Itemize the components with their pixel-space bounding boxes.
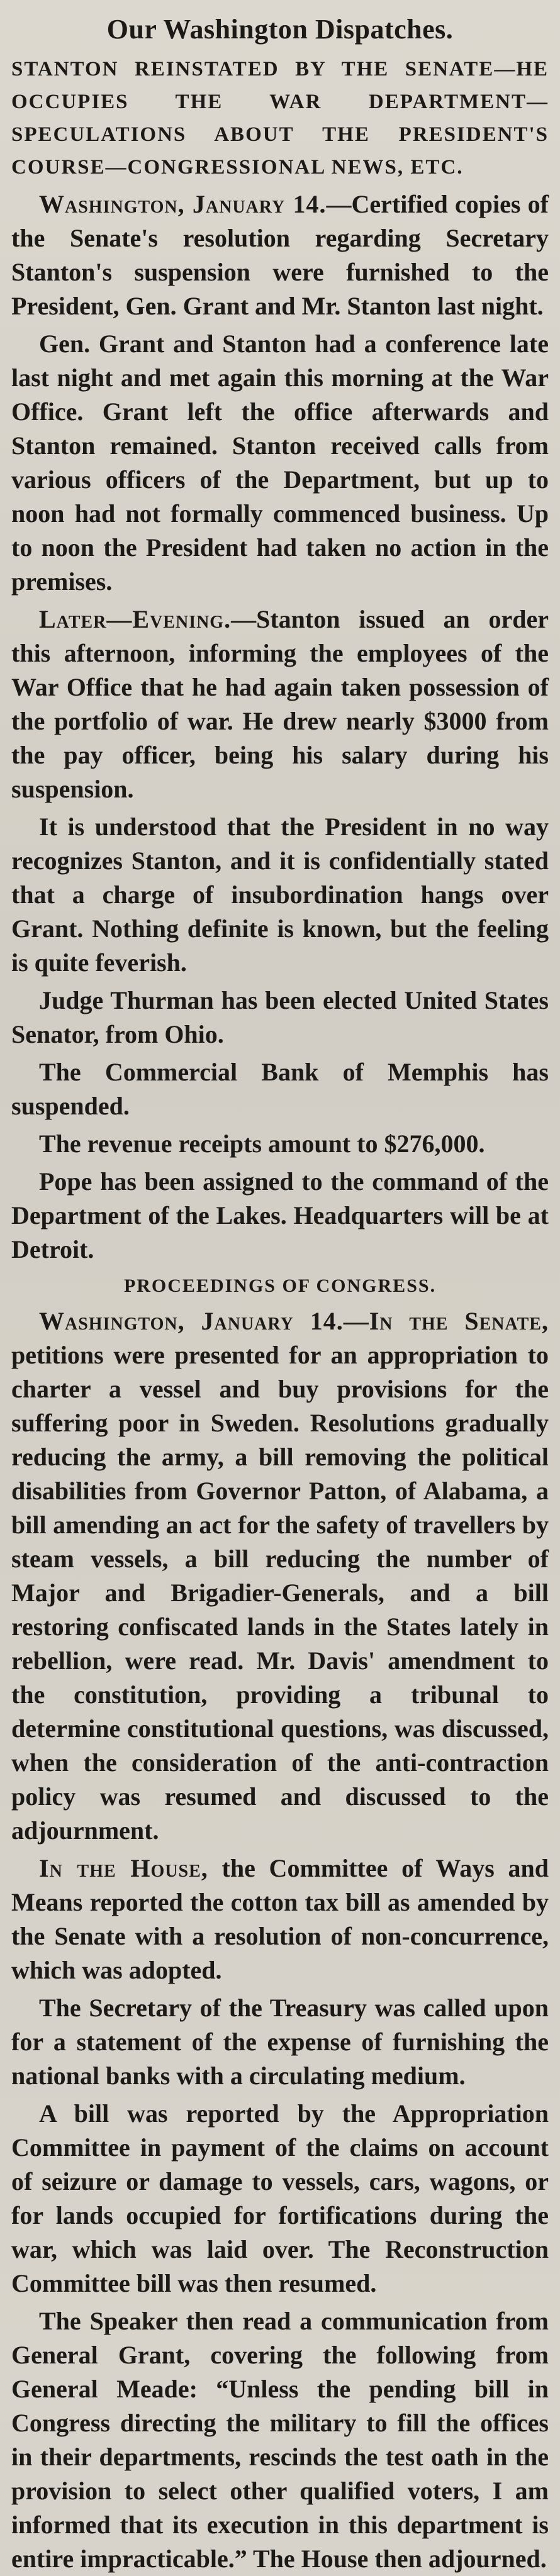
dateline: Washington, January 14.: [39, 190, 327, 218]
section-subhead: PROCEEDINGS OF CONGRESS.: [123, 1275, 437, 1296]
paragraph-8: Pope has been assigned to the command of the Department of the Lakes. Headquarters will be at Detroit.: [11, 1167, 549, 1263]
paragraph-text: petitions were presented for an appropriation to charter a vessel and buy provisions for the suffering poor in Sweden. Resolutions gradually reducing the army, a bill removing the political disabilities from Governor Patton, of Alabama, a bill amending an act for the safety of travellers by steam vessels, a bill reducing the number of Major and Brigadier-Generals, and a bill restoring confiscated lands in the States lately in rebellion, were read. Mr. Davis' amendment to the constitution, providing a tribunal to determine constitutional questions, was discussed, when the consideration of the anti-contraction policy was resumed and discussed to the adjournment.: [11, 1341, 549, 1845]
paragraph-13: The Speaker then read a communication from General Grant, covering the following from General Meade: “Unless the pending bill in Congress directing the military to fill the offices in their departments, rescinds the test oath in the provision to select other qualified voters, I am informed that its execution in this department is entire impracticable.” The House then adjourned.: [11, 2307, 549, 2573]
article-title: Our Washington Dispatches.: [106, 14, 454, 45]
paragraph-1: [11, 187, 549, 323]
paragraph-3: [11, 602, 549, 806]
article-deck: STANTON REINSTATED BY THE SENATE—HE OCCUPIES THE WAR DEPARTMENT—SPECULATIONS ABOUT THE PRESIDENT'S COURSE—CONGRESSIONAL NEWS, ETC.: [11, 58, 549, 179]
paragraph-6: The Commercial Bank of Memphis has suspended.: [11, 1058, 549, 1120]
paragraph-text: —Certified copies of the Senate's resolution regarding Secretary Stanton's suspension were furnished to the President, Gen. Grant and Mr. Stanton last night.: [11, 190, 549, 320]
paragraph-9: [11, 1304, 549, 1848]
dateline: In the House,: [39, 1854, 208, 1882]
paragraph-5: Judge Thurman has been elected United States Senator, from Ohio.: [11, 986, 549, 1048]
paragraph-2: Gen. Grant and Stanton had a conference late last night and met again this morning at the War Office. Grant left the office afterwards and Stanton remained. Stanton received calls from various officers of the Department, but up to noon had not formally commenced business. Up to noon the President had taken no action in the premises.: [11, 330, 549, 596]
paragraph-12: A bill was reported by the Appropriation Committee in payment of the claims on account of seizure or damage to vessels, cars, wagons, or for lands occupied for fortifications during the war, which was laid over. The Reconstruction Committee bill was then resumed.: [11, 2099, 549, 2297]
paragraph-7: The revenue receipts amount to $276,000.: [39, 1130, 485, 1158]
paragraph-text: the Committee of Ways and Means reported the cotton tax bill as amended by the Senate with a resolution of non-concurrence, which was adopted.: [11, 1854, 549, 1984]
paragraph-4: It is understood that the President in no way recognizes Stanton, and it is confidentially stated that a charge of insubordination hangs over Grant. Nothing definite is known, but the feeling is quite feverish.: [11, 813, 549, 977]
paragraph-11: The Secretary of the Treasury was called upon for a statement of the expense of furnishing the national banks with a circulating medium.: [11, 1994, 549, 2090]
dateline: Later—Evening.: [39, 605, 232, 633]
paragraph-10: [11, 1852, 549, 1987]
dateline: Washington, January 14.—In the Senate,: [39, 1307, 549, 1335]
paragraph-text: —Stanton issued an order this afternoon, informing the employees of the War Office that he had again taken possession of the portfolio of war. He drew nearly $3000 from the pay officer, being his salary during his suspension.: [11, 605, 549, 803]
